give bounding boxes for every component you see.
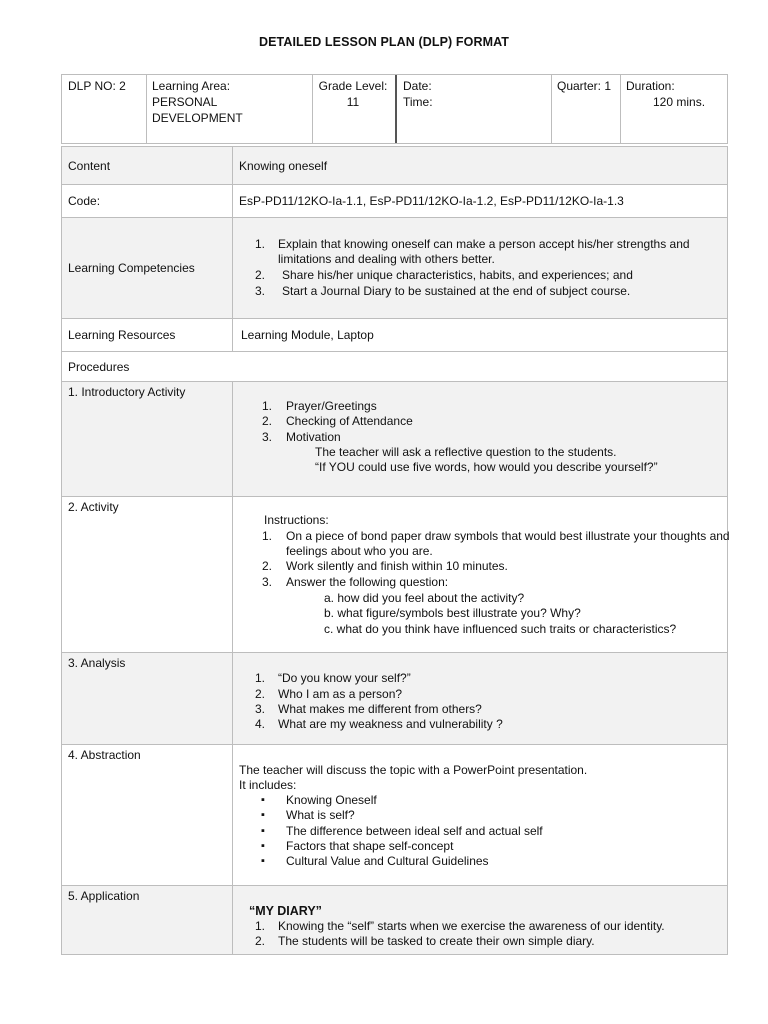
competencies-label: Learning Competencies [68, 261, 195, 275]
competency-item: Explain that knowing oneself can make a person accept his/her strengths and [278, 237, 690, 251]
learning-area [146, 75, 312, 143]
content-label: Content [68, 158, 111, 173]
list-item: On a piece of bond paper draw symbols that would best illustrate your thoughts and [286, 529, 730, 543]
competency-item: Start a Journal Diary to be sustained at the end of subject course. [282, 284, 631, 298]
duration-value: 120 mins. [653, 95, 706, 109]
list-item: Knowing the “self” starts when we exercise the awareness of our identity. [278, 919, 665, 933]
competency-item: limitations and dealing with others better. [278, 252, 495, 266]
introductory-row [61, 382, 728, 497]
analysis-content: 1. “Do you know your self?” 2. Who I am as a person? 3. What makes me different from others? 4. What are my weakness and vulnerability ? [232, 653, 727, 744]
motivation-text: The teacher will ask a reflective question to the students. [315, 445, 617, 459]
resources-value: Learning Module, Laptop [232, 319, 727, 351]
content-row [61, 146, 728, 185]
duration-label: Duration: [626, 79, 675, 93]
list-item: “Do you know your self?” [278, 671, 411, 685]
list-item: Motivation [286, 430, 341, 444]
abstraction-intro: The teacher will discuss the topic with a PowerPoint presentation. [239, 763, 588, 777]
list-item: Checking of Attendance [286, 414, 413, 428]
code-row [61, 185, 728, 218]
application-label: 5. Application [68, 889, 140, 903]
quarter: Quarter: 1 [557, 79, 612, 93]
analysis-row [61, 653, 728, 745]
content-value: Knowing oneself [232, 147, 727, 184]
list-item: Who I am as a person? [278, 687, 403, 701]
duration [620, 75, 727, 143]
grade-level-value: 11 [346, 95, 360, 109]
date-time [397, 75, 549, 143]
analysis-label: 3. Analysis [68, 656, 126, 670]
question-item: b. what figure/symbols best illustrate you? Why? [324, 606, 581, 620]
list-item: Prayer/Greetings [286, 399, 377, 413]
bullet-item: ▪ The difference between ideal self and actual self [286, 824, 543, 839]
code-label: Code: [68, 194, 101, 208]
learning-area-value: PERSONAL DEVELOPMENT [152, 95, 243, 125]
date-label: Date: [403, 79, 432, 93]
resources-row [61, 319, 728, 352]
list-item: Work silently and finish within 10 minutes. [286, 559, 508, 573]
abstraction-includes: It includes: [239, 778, 297, 792]
list-item: The students will be tasked to create their own simple diary. [278, 934, 595, 948]
bullet-item: ▪ Cultural Value and Cultural Guidelines [286, 854, 489, 869]
introductory-content: 1. Prayer/Greetings 2. Checking of Attendance 3. Motivation The teacher will ask a reflective question to the students. “If YOU could use five words, how would you describe yourself?” [232, 382, 727, 496]
introductory-label: 1. Introductory Activity [68, 385, 186, 399]
grade-level [312, 75, 394, 143]
list-item: feelings about who you are. [286, 544, 433, 558]
list-item: What makes me different from others? [278, 702, 482, 716]
question-item: a. how did you feel about the activity? [324, 591, 525, 605]
competency-item: Share his/her unique characteristics, habits, and experiences; and [282, 268, 633, 282]
abstraction-content [232, 745, 727, 885]
application-row [61, 886, 728, 955]
dlp-number: DLP NO: 2 [68, 79, 126, 93]
abstraction-label: 4. Abstraction [68, 748, 141, 762]
bullet-item: ▪ Knowing Oneself [286, 793, 377, 808]
procedures-row [61, 352, 728, 382]
competencies-list: 1. Explain that knowing oneself can make a person accept his/her strengths and limitations and dealing with others better. 2. Share his/her unique characteristics, habits, and experiences; and 3. Start a Journal Diary to be sustained at the end of subject course. [232, 218, 727, 318]
time-label: Time: [403, 95, 433, 109]
application-content: “MY DIARY” 1. Knowing the “self” starts when we exercise the awareness of our identity. 2. The students will be tasked to create their own simple diary. [232, 886, 727, 954]
abstraction-row [61, 745, 728, 886]
activity-content: Instructions: 1. On a piece of bond paper draw symbols that would best illustrate your thoughts and feelings about who you are. 2. Work silently and finish within 10 minutes. 3. Answer the following question: a. how did you feel about the activity? b. what figure/symbols best illustrate you? Why? c. what do you think have influenced such traits or characteristics? [232, 497, 727, 652]
grade-level-label: Grade Level: [318, 79, 388, 93]
resources-label: Learning Resources [68, 328, 176, 342]
motivation-question: “If YOU could use five words, how would you describe yourself?” [315, 460, 658, 474]
bullet-item: ▪ What is self? [286, 808, 355, 823]
activity-label: 2. Activity [68, 500, 119, 514]
document-title: DETAILED LESSON PLAN (DLP) FORMAT [258, 35, 510, 49]
procedures-label: Procedures [68, 359, 130, 374]
diary-heading: “MY DIARY” [249, 904, 322, 918]
list-item: What are my weakness and vulnerability ? [278, 717, 503, 731]
header-table [61, 74, 728, 144]
list-item: Answer the following question: [286, 575, 449, 589]
question-item: c. what do you think have influenced such traits or characteristics? [324, 622, 677, 636]
learning-area-label: Learning Area: [152, 79, 231, 93]
code-value: EsP-PD11/12KO-Ia-1.1, EsP-PD11/12KO-Ia-1.2, EsP-PD11/12KO-Ia-1.3 [232, 185, 727, 217]
activity-row [61, 497, 728, 653]
instructions-heading: Instructions: [264, 513, 329, 527]
competencies-row [61, 218, 728, 319]
bullet-item: ▪ Factors that shape self-concept [286, 839, 453, 854]
